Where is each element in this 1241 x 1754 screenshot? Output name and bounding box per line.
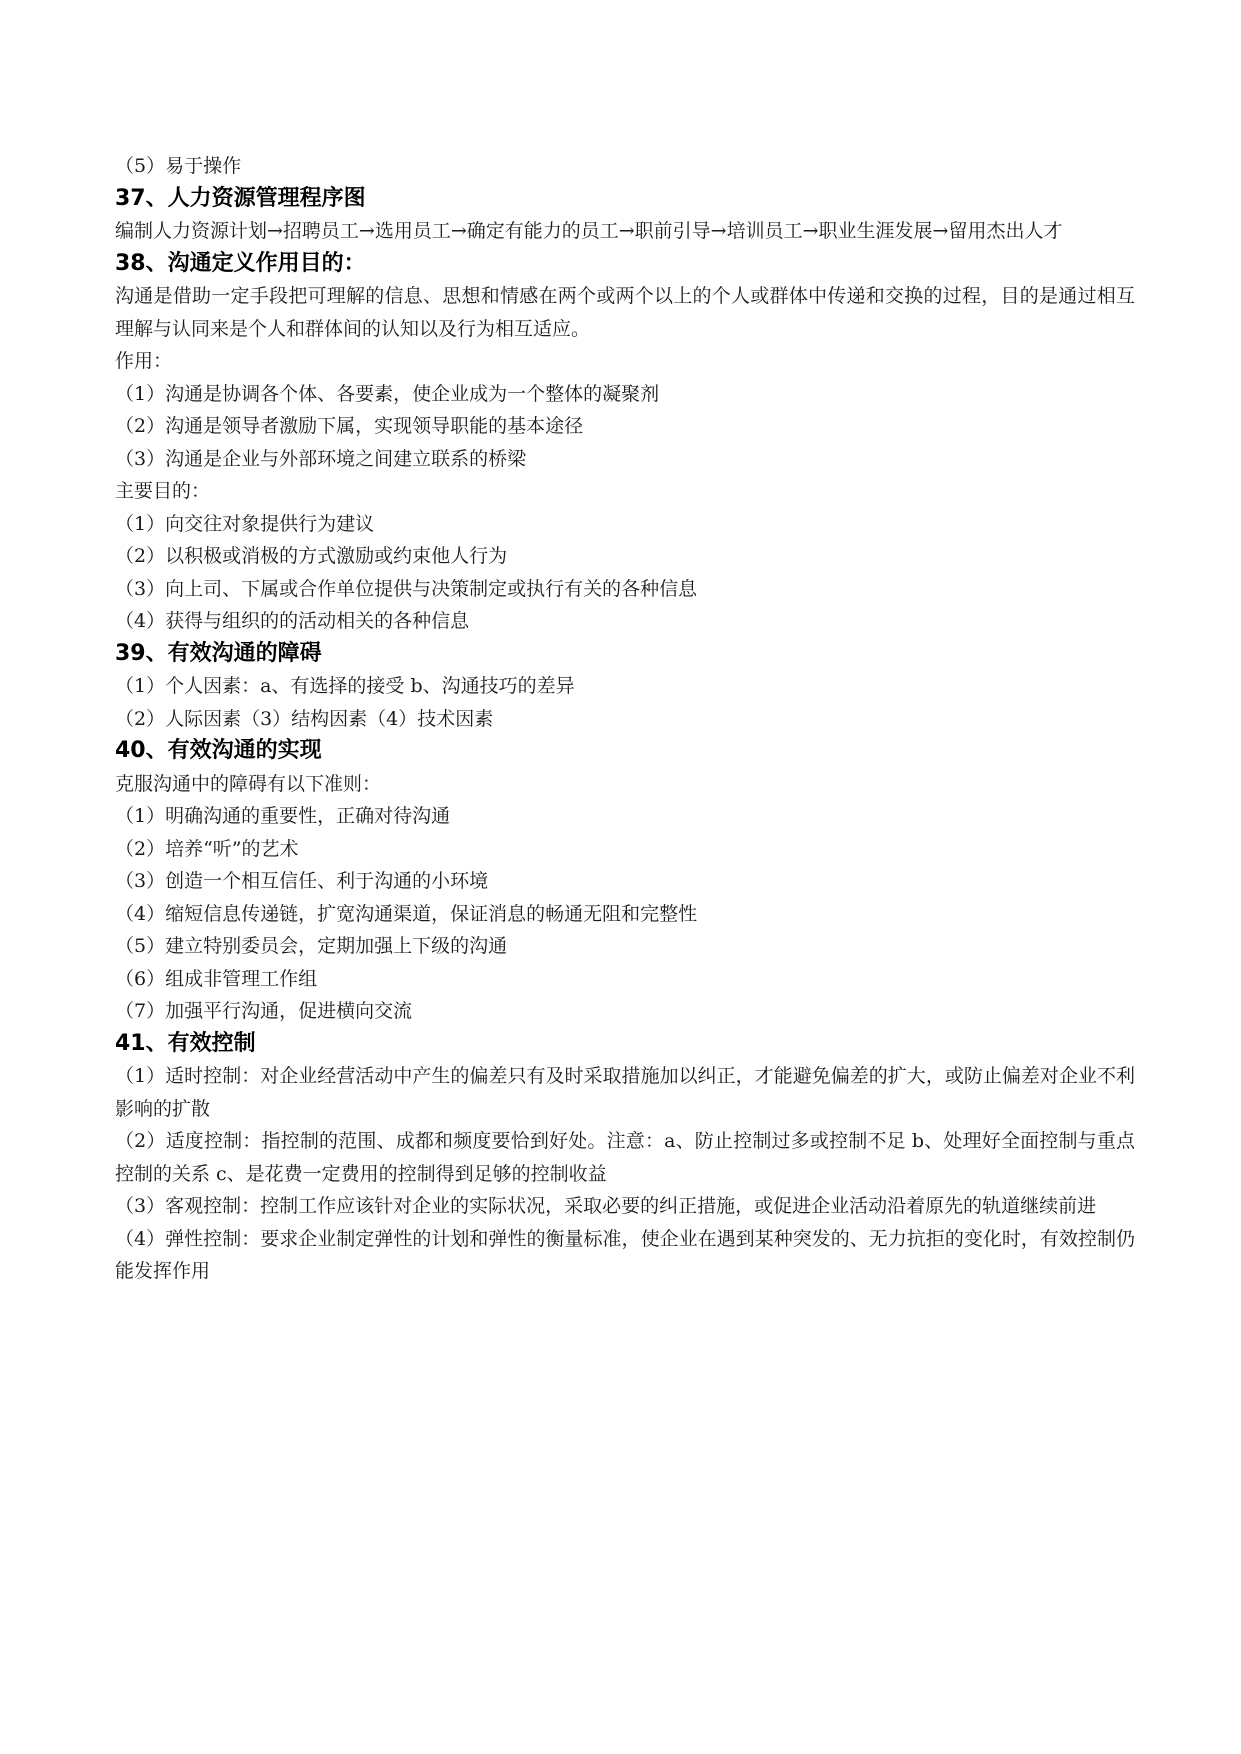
section-39 bbox=[115, 638, 1135, 736]
section-heading: 39、有效沟通的障碍 bbox=[115, 640, 322, 666]
list-item: （1）明确沟通的重要性，正确对待沟通 bbox=[115, 805, 451, 827]
section-heading: 37、人力资源管理程序图 bbox=[115, 185, 366, 211]
paragraph: （2）适度控制：指控制的范围、成都和频度要恰到好处。注意：a、防止控制过多或控制不足 b、处理好全面控制与重点控制的关系 c、是花费一定费用的控制得到足够的控制收益 bbox=[115, 1130, 1135, 1185]
paragraph: 编制人力资源计划→招聘员工→选用员工→确定有能力的员工→职前引导→培训员工→职业生涯发展→留用杰出人才 bbox=[115, 220, 1063, 242]
list-item: （7）加强平行沟通，促进横向交流 bbox=[115, 1000, 413, 1022]
list-item: （1）个人因素：a、有选择的接受 b、沟通技巧的差异 bbox=[115, 675, 575, 697]
list-item: （1）向交往对象提供行为建议 bbox=[115, 512, 375, 535]
section-heading: 38、沟通定义作用目的： bbox=[115, 250, 366, 276]
section-40 bbox=[115, 735, 1135, 1028]
document-page bbox=[115, 150, 1135, 1288]
subheading-line: 作用： bbox=[115, 350, 173, 372]
section-37 bbox=[115, 183, 1135, 248]
intro-line: （5）易于操作 bbox=[115, 155, 242, 177]
list-item: （2）人际因素（3）结构因素（4）技术因素 bbox=[115, 707, 494, 730]
section-38 bbox=[115, 248, 1135, 638]
list-item: （2）沟通是领导者激励下属，实现领导职能的基本途径 bbox=[115, 415, 584, 437]
list-item: （3）创造一个相互信任、利于沟通的小环境 bbox=[115, 870, 489, 892]
list-item: （1）沟通是协调各个体、各要素，使企业成为一个整体的凝聚剂 bbox=[115, 382, 660, 405]
section-heading: 40、有效沟通的实现 bbox=[115, 738, 322, 763]
list-item: （6）组成非管理工作组 bbox=[115, 967, 318, 990]
paragraph: （3）客观控制：控制工作应该针对企业的实际状况，采取必要的纠正措施，或促进企业活动沿着原先的轨道继续前进 bbox=[115, 1195, 1097, 1217]
subheading-line: 克服沟通中的障碍有以下准则： bbox=[115, 772, 382, 795]
list-item: （4）获得与组织的的活动相关的各种信息 bbox=[115, 610, 470, 632]
list-item: （2）以积极或消极的方式激励或约束他人行为 bbox=[115, 545, 508, 567]
section-heading: 41、有效控制 bbox=[115, 1030, 256, 1056]
paragraph: （4）弹性控制：要求企业制定弹性的计划和弹性的衡量标准，使企业在遇到某种突发的、无力抗拒的变化时，有效控制仍能发挥作用 bbox=[115, 1227, 1135, 1282]
list-item: （3）沟通是企业与外部环境之间建立联系的桥梁 bbox=[115, 447, 527, 470]
section-41 bbox=[115, 1028, 1135, 1288]
list-item: （4）缩短信息传递链，扩宽沟通渠道，保证消息的畅通无阻和完整性 bbox=[115, 902, 698, 925]
paragraph: （1）适时控制：对企业经营活动中产生的偏差只有及时采取措施加以纠正，才能避免偏差的扩大，或防止偏差对企业不利影响的扩散 bbox=[115, 1065, 1135, 1120]
list-item: （2）培养“听”的艺术 bbox=[115, 837, 299, 860]
list-item: （5）建立特别委员会，定期加强上下级的沟通 bbox=[115, 935, 508, 957]
subheading-line: 主要目的： bbox=[115, 480, 211, 502]
list-item: （3）向上司、下属或合作单位提供与决策制定或执行有关的各种信息 bbox=[115, 577, 698, 600]
paragraph: 沟通是借助一定手段把可理解的信息、思想和情感在两个或两个以上的个人或群体中传递和交换的过程，目的是通过相互理解与认同来是个人和群体间的认知以及行为相互适应。 bbox=[115, 285, 1135, 340]
